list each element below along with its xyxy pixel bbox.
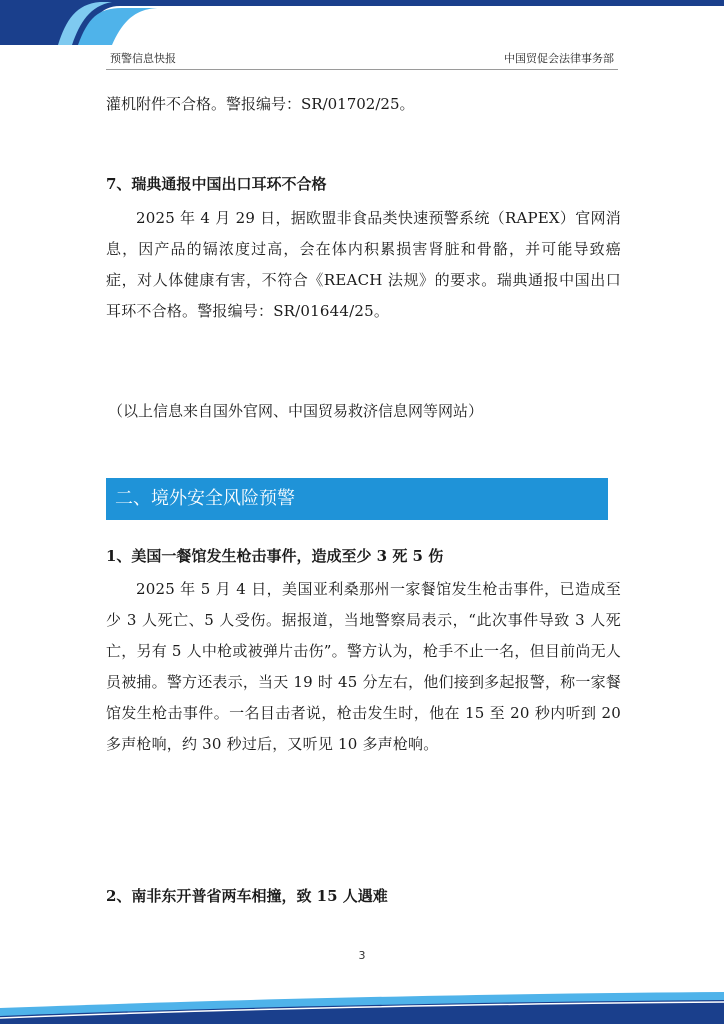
section2-item1-paragraph: 2025 年 5 月 4 日，美国亚利桑那州一家餐馆发生枪击事件，已造成至少 3 人死亡、5 人受伤。据报道，当地警察局表示，“此次事件导致 3 人死亡，另有 5 人中枪或被弹片击伤”。警方认为，枪手不止一名，但目前尚无人员被捕。警方还表示，当天 19 时 45 分左右，他们接到多起报警，称一家餐馆发生枪击事件。一名目击者说，枪击发生时，他在 15 至 20 秒内听到 20 多声枪响，约 30 秒过后，又听见 10 多声枪响。 xyxy=(106,580,621,753)
footer-wave-decoration xyxy=(0,988,724,1024)
section2-item1-heading: 1、美国一餐馆发生枪击事件，造成至少 3 死 5 伤 xyxy=(106,547,444,565)
header-department: 中国贸促会法律事务部 xyxy=(504,52,614,65)
header-divider xyxy=(106,69,618,70)
section2-banner: 二、境外安全风险预警 xyxy=(106,478,608,520)
item7-heading: 7、瑞典通报中国出口耳环不合格 xyxy=(106,175,327,193)
source-note: （以上信息来自国外官网、中国贸易救济信息网等网站） xyxy=(108,402,484,420)
header-wave-decoration xyxy=(0,0,724,45)
item7-paragraph: 2025 年 4 月 29 日，据欧盟非食品类快速预警系统（RAPEX）官网消息，因产品的镉浓度过高，会在体内积累损害肾脏和骨骼，并可能导致癌症，对人体健康有害，不符合《REACH 法规》的要求。瑞典通报中国出口耳环不合格。警报编号：SR/01644/25。 xyxy=(106,209,621,320)
page-number: 3 xyxy=(358,949,366,962)
header-report-name: 预警信息快报 xyxy=(110,52,176,65)
continuation-text: 灌机附件不合格。警报编号：SR/01702/25。 xyxy=(106,95,415,113)
section2-item2-heading: 2、南非东开普省两车相撞，致 15 人遇难 xyxy=(106,887,388,905)
